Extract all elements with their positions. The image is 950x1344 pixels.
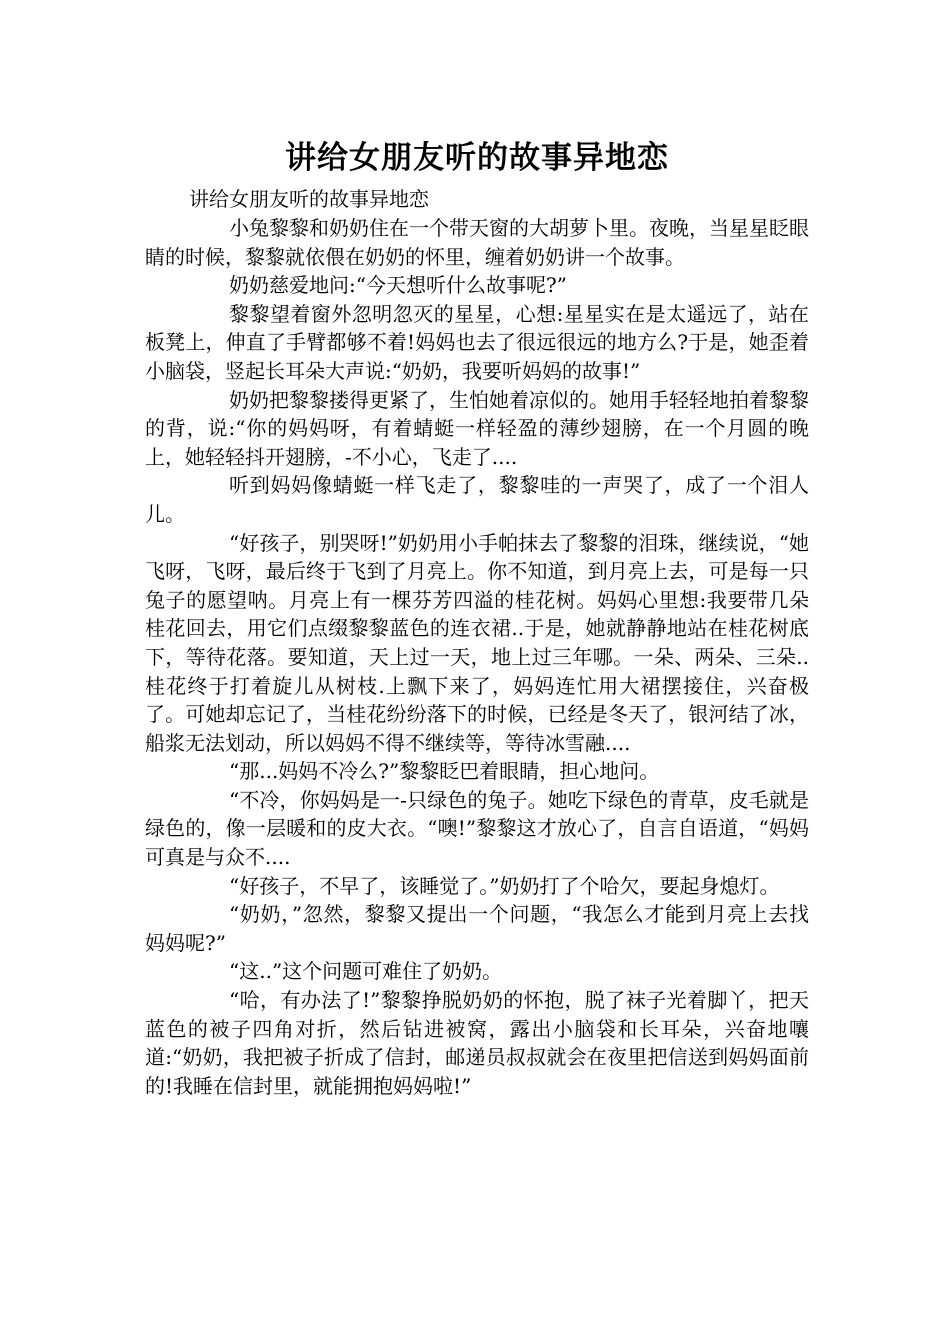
paragraph: “好孩子，不早了，该睡觉了。”奶奶打了个哈欠，要起身熄灯。 xyxy=(229,873,780,898)
paragraph: “奶奶，”忽然，黎黎又提出一个问题，“我怎么才能到月亮上去找妈妈呢?” xyxy=(145,902,809,955)
paragraph: “不冷，你妈妈是一-只绿色的兔子。她吃下绿色的青草，皮毛就是绿色的，像一层暖和的皮大衣。“噢!”黎黎这才放心了，自言自语道，“妈妈可真是与众不.... xyxy=(145,787,809,870)
document-title: 讲给女朋友听的故事异地恋 xyxy=(285,140,669,176)
paragraph: “哈，有办法了!”黎黎挣脱奶奶的怀抱，脱了袜子光着脚丫，把天蓝色的被子四角对折，然后钻进被窝，露出小脑袋和长耳朵，兴奋地嚷道:“奶奶，我把被子折成了信封，邮递员叔叔就会在夜里把信送到妈妈面前的!我睡在信封里，就能拥抱妈妈啦!” xyxy=(145,988,809,1098)
paragraph: 奶奶把黎黎搂得更紧了，生怕她着凉似的。她用手轻轻地拍着黎黎的背，说:“你的妈妈呀，有着蜻蜓一样轻盈的薄纱翅膀，在一个月圆的晚上，她轻轻抖开翅膀，-不小心，飞走了.... xyxy=(145,387,809,469)
story-body xyxy=(145,214,809,1100)
paragraph: 小兔黎黎和奶奶住在一个带天窗的大胡萝卜里。夜晚，当星星眨眼睛的时候，黎黎就依偎在奶奶的怀里，缠着奶奶讲一个故事。 xyxy=(145,216,809,269)
paragraph: “这..”这个问题可难住了奶奶。 xyxy=(229,959,503,984)
paragraph: 听到妈妈像蜻蜓一样飞走了，黎黎哇的一声哭了，成了一个泪人儿。 xyxy=(145,473,809,526)
paragraph: “那...妈妈不冷么?”黎黎眨巴着眼睛，担心地问。 xyxy=(229,759,660,784)
paragraph: 黎黎望着窗外忽明忽灭的星星，心想:星星实在是太遥远了，站在板凳上，伸直了手臂都够不着!妈妈也去了很远很远的地方么?于是，她歪着小脑袋，竖起长耳朵大声说:“奶奶，我要听妈妈的故事!” xyxy=(145,301,809,383)
paragraph: 奶奶慈爱地问:“今天想听什么故事呢?” xyxy=(229,273,567,298)
paragraph: “好孩子，别哭呀!”奶奶用小手帕抹去了黎黎的泪珠，继续说，“她飞呀，飞呀，最后终于飞到了月亮上。你不知道，到月亮上去，可是每一只兔子的愿望呐。月亮上有一棵芬芳四溢的桂花树。妈妈心里想:我要带几朵桂花回去，用它们点缀黎黎蓝色的连衣裙..于是，她就静静地站在桂花树底下，等待花落。要知道，天上过一天，地上过三年哪。一朵、两朵、三朵..桂花终于打着旋儿从树枝.上飘下来了，妈妈连忙用大裙摆接住，兴奋极了。可她却忘记了，当桂花纷纷落下的时候，已经是冬天了，银河结了冰，船浆无法划动，所以妈妈不得不继续等，等待冰雪融.... xyxy=(145,530,809,755)
document-page xyxy=(145,130,809,1100)
document-subtitle: 讲给女朋友听的故事异地恋 xyxy=(189,187,429,211)
